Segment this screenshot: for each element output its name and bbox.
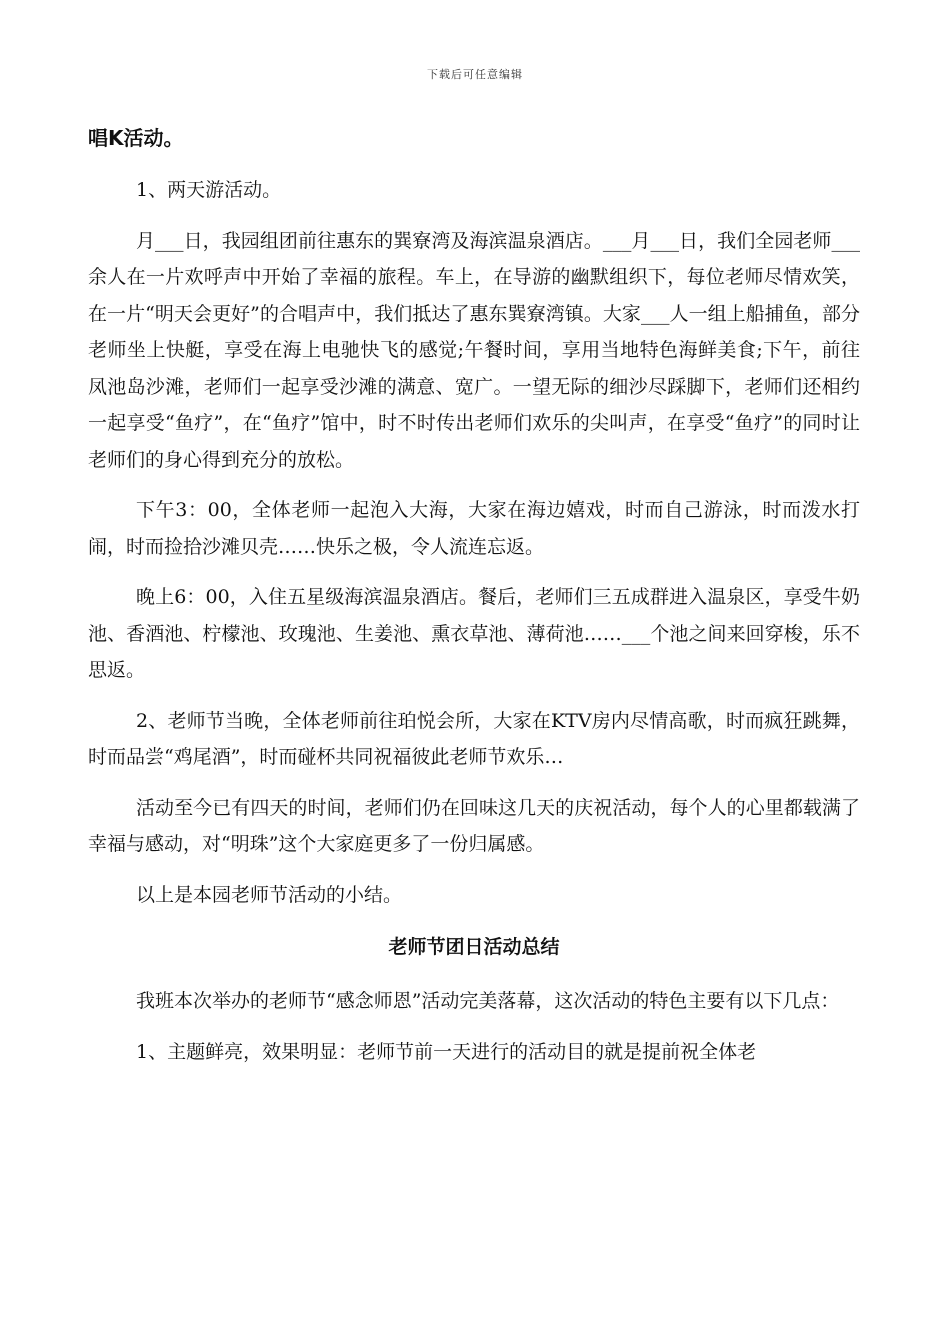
paragraph-trip-details: 月___日，我园组团前往惠东的巽寮湾及海滨温泉酒店。___月___日，我们全园老师___余人在一片欢呼声中开始了幸福的旅程。车上，在导游的幽默组织下，每位老师尽情欢笑，在一片“明天会更好”的合唱声中，我们抵达了惠东巽寮湾镇。大家___人一组上船捕鱼，部分老师坐上快艇，享受在海上电驰快飞的感觉;午餐时间，享用当地特色海鲜美食;下午，前往凤池岛沙滩，老师们一起享受沙滩的满意、宽广。一望无际的细沙尽踩脚下，老师们还相约一起享受“鱼疗”，在“鱼疗”馆中，时不时传出老师们欢乐的尖叫声，在享受“鱼疗”的同时让老师们的身心得到充分的放松。 (88, 229, 860, 471)
section-title: 老师节团日活动总结 (388, 936, 560, 958)
paragraph-summary: 以上是本园老师节活动的小结。 (136, 883, 403, 906)
paragraph-ktv: 2、老师节当晚，全体老师前往珀悦会所，大家在KTV房内尽情高歌，时而疯狂跳舞，时而品尝“鸡尾酒”，时而碰杯共同祝福彼此老师节欢乐… (88, 709, 860, 768)
page-header-note: 下载后可任意编辑 (427, 68, 523, 81)
paragraph-section-intro: 我班本次举办的老师节“感念师恩”活动完美落幕，这次活动的特色主要有以下几点： (136, 990, 840, 1012)
document-body (88, 118, 860, 1084)
paragraph-evening: 晚上6：00，入住五星级海滨温泉酒店。餐后，老师们三五成群进入温泉区，享受牛奶池、香酒池、柠檬池、玫瑰池、生姜池、熏衣草池、薄荷池……___个池之间来回穿梭，乐不思返。 (88, 586, 860, 681)
lead-heading: 唱K活动。 (88, 126, 184, 150)
paragraph-afternoon: 下午3：00，全体老师一起泡入大海，大家在海边嬉戏，时而自己游泳，时而泼水打闹，时而捡拾沙滩贝壳……快乐之极，令人流连忘返。 (88, 499, 860, 558)
paragraph-reflection: 活动至今已有四天的时间，老师们仍在回味这几天的庆祝活动，每个人的心里都载满了幸福与感动，对“明珠”这个大家庭更多了一份归属感。 (88, 796, 860, 855)
paragraph-two-day-trip: 1、两天游活动。 (136, 179, 282, 201)
paragraph-section-point-one: 1、主题鲜亮，效果明显：老师节前一天进行的活动目的就是提前祝全体老 (136, 1040, 757, 1063)
